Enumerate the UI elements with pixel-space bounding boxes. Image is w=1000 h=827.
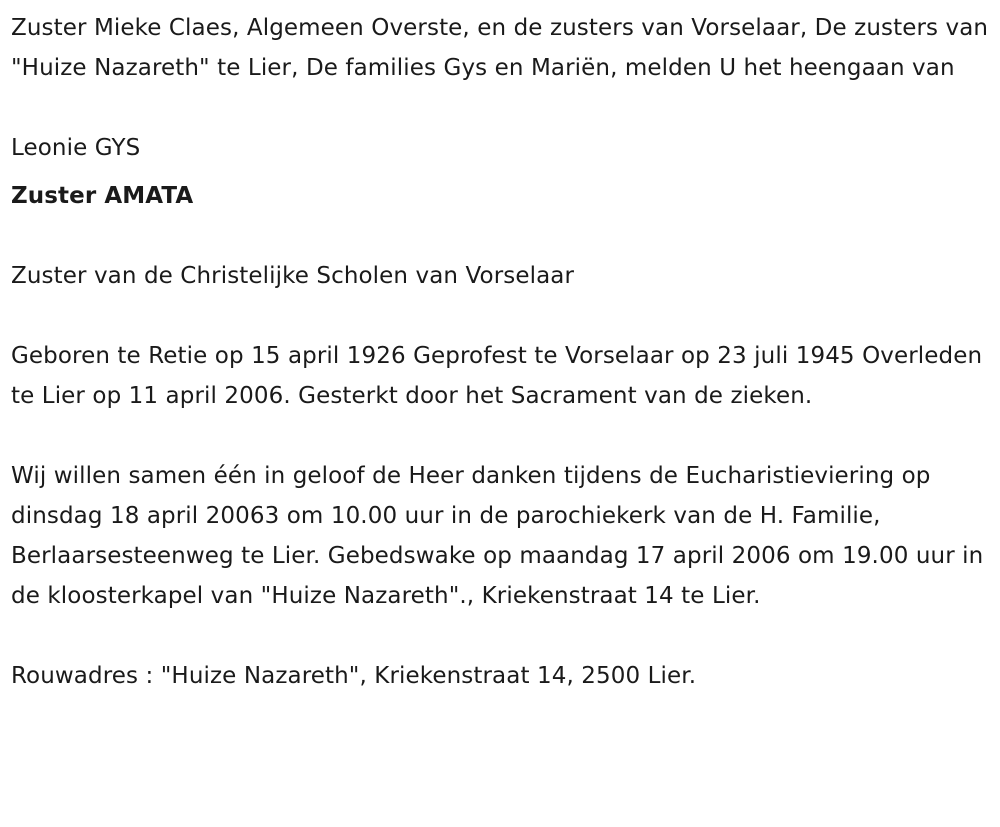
religious-name: Zuster AMATA [11,183,194,209]
obituary-document [11,8,993,696]
civil-name: Leonie GYS [11,135,141,161]
congregation-line: Zuster van de Christelijke Scholen van Vorselaar [11,263,575,289]
spacer [11,616,993,656]
ceremony-paragraph: Wij willen samen één in geloof de Heer danken tijdens de Eucharistieviering op dinsdag 18 april 20063 om 10.00 uur in de parochiekerk van de H. Familie, Berlaarsesteenweg te Lier. Gebedswake op maandag 17 april 2006 om 19.00 uur in de kloosterkapel van "Huize Nazareth"., Kriekenstraat 14 te Lier. [11,463,984,609]
life-dates-paragraph: Geboren te Retie op 15 april 1926 Geprofest te Vorselaar op 23 juli 1945 Overleden te Lier op 11 april 2006. Gesterkt door het Sacrament van de zieken. [11,343,983,409]
intro-paragraph: Zuster Mieke Claes, Algemeen Overste, en de zusters van Vorselaar, De zusters van "Huize Nazareth" te Lier, De families Gys en Mariën, melden U het heengaan van [11,15,989,81]
spacer [11,296,993,336]
spacer [11,168,993,176]
spacer [11,416,993,456]
mourning-address: Rouwadres : "Huize Nazareth", Kriekenstraat 14, 2500 Lier. [11,663,697,689]
spacer [11,88,993,128]
spacer [11,216,993,256]
